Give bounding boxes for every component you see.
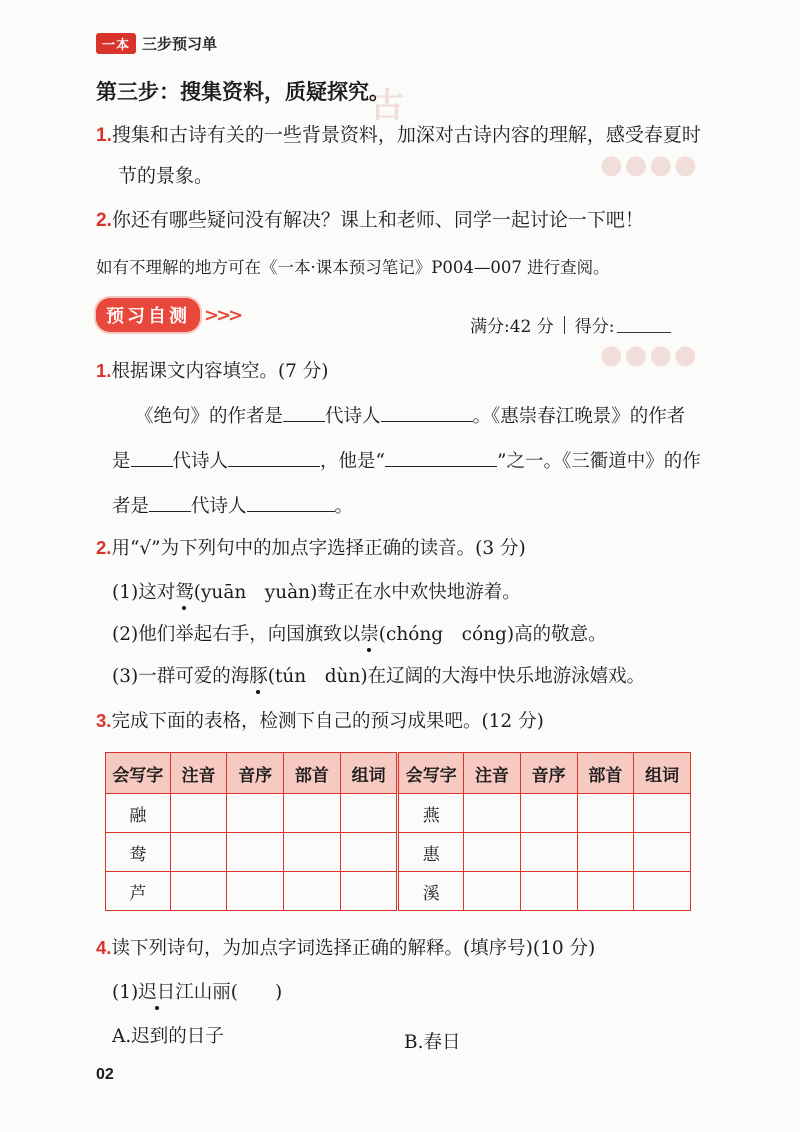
arrows-icon: >>>: [204, 304, 241, 326]
preview-table: [105, 752, 691, 911]
col-header: 会写字: [398, 753, 464, 794]
q1-title: 1.根据课文内容填空。(7 分): [96, 360, 329, 382]
char-cell: 芦: [106, 872, 171, 911]
dotted-char: 豚: [249, 666, 268, 687]
blank-group[interactable]: [385, 448, 497, 467]
q3-title: 3.完成下面的表格，检测下自己的预习成果吧。(12 分): [96, 710, 544, 732]
blank-poet-3[interactable]: [247, 493, 335, 512]
series-title: 三步预习单: [142, 35, 218, 53]
brand-badge: 一本: [96, 33, 136, 54]
blank-dynasty-3[interactable]: [149, 493, 191, 512]
answer-cell[interactable]: [577, 794, 634, 833]
answer-cell[interactable]: [284, 833, 341, 872]
answer-cell[interactable]: [340, 872, 398, 911]
col-header: 部首: [577, 753, 634, 794]
col-header: 部首: [284, 753, 341, 794]
q1-line-3: 者是 代诗人 。: [112, 492, 353, 518]
char-cell: 鸯: [106, 833, 171, 872]
reference-note: 如有不理解的地方可在《一本·课本预习笔记》P004—007 进行查阅。: [96, 258, 610, 277]
q2-sentence-2: (2)他们举起右手，向国旗致以崇(chóng cóng)高的敬意。: [112, 624, 607, 645]
bleed-through-text: 古: [370, 86, 404, 126]
bleed-through-circles: ●●●●: [600, 150, 699, 180]
divider: [564, 316, 565, 334]
blank-poet-1[interactable]: [381, 403, 473, 422]
col-header: 组词: [340, 753, 398, 794]
answer-cell[interactable]: [170, 872, 227, 911]
table-row: [106, 794, 691, 833]
answer-cell[interactable]: [634, 872, 691, 911]
char-cell: 燕: [398, 794, 464, 833]
col-header: 会写字: [106, 753, 171, 794]
col-header: 注音: [464, 753, 521, 794]
step3-title: 第三步：搜集资料，质疑探究。: [96, 80, 390, 104]
col-header: 注音: [170, 753, 227, 794]
step3-item-1-cont: 节的景象。: [118, 165, 214, 187]
col-header: 组词: [634, 753, 691, 794]
table-row: [106, 833, 691, 872]
answer-cell[interactable]: [634, 833, 691, 872]
q2-sentence-3: (3)一群可爱的海豚(tún dùn)在辽阔的大海中快乐地游泳嬉戏。: [112, 666, 646, 687]
q4-option-b[interactable]: B.春日: [404, 1032, 461, 1053]
full-score: 满分:42 分: [470, 317, 554, 337]
q4-item-1: (1)迟日江山丽( ): [112, 982, 283, 1003]
answer-cell[interactable]: [634, 794, 691, 833]
answer-cell[interactable]: [464, 872, 521, 911]
bleed-through-circles: ●●●●: [600, 340, 699, 370]
table-header-row: [106, 753, 691, 794]
blank-dynasty-2[interactable]: [131, 448, 173, 467]
answer-cell[interactable]: [340, 794, 398, 833]
answer-cell[interactable]: [520, 833, 577, 872]
selftest-banner: [96, 298, 240, 332]
q1-line-1: 《绝句》的作者是 代诗人 。《惠崇春江晚景》的作者: [135, 402, 685, 428]
answer-cell[interactable]: [577, 833, 634, 872]
selftest-label: 预习自测: [96, 298, 200, 332]
char-cell: 溪: [398, 872, 464, 911]
score-box: [470, 312, 671, 337]
answer-cell[interactable]: [520, 794, 577, 833]
page-number: 02: [96, 1066, 114, 1083]
step3-item-2: 2.你还有哪些疑问没有解决？课上和老师、同学一起讨论一下吧！: [96, 209, 644, 231]
answer-cell[interactable]: [284, 872, 341, 911]
answer-cell[interactable]: [464, 833, 521, 872]
answer-cell[interactable]: [227, 872, 284, 911]
answer-cell[interactable]: [340, 833, 398, 872]
series-logo: [96, 33, 217, 54]
answer-cell[interactable]: [284, 794, 341, 833]
char-cell: 惠: [398, 833, 464, 872]
col-header: 音序: [520, 753, 577, 794]
col-header: 音序: [227, 753, 284, 794]
score-label: 得分:: [574, 317, 615, 337]
blank-poet-2[interactable]: [228, 448, 320, 467]
answer-cell[interactable]: [170, 794, 227, 833]
char-cell: 融: [106, 794, 171, 833]
table-row: [106, 872, 691, 911]
q2-sentence-1: (1)这对鸳(yuān yuàn)鸯正在水中欢快地游着。: [112, 582, 521, 603]
answer-cell[interactable]: [464, 794, 521, 833]
answer-cell[interactable]: [227, 833, 284, 872]
q4-option-a[interactable]: A.迟到的日子: [112, 1026, 224, 1047]
answer-cell[interactable]: [520, 872, 577, 911]
blank-dynasty-1[interactable]: [283, 403, 325, 422]
q1-line-2: 是 代诗人 ，他是“ ”之一。《三衢道中》的作: [112, 447, 701, 473]
answer-cell[interactable]: [170, 833, 227, 872]
dotted-char: 崇: [360, 624, 379, 645]
q2-title: 2.用“√”为下列句中的加点字选择正确的读音。(3 分): [96, 537, 526, 559]
dotted-char: 鸳: [175, 582, 194, 603]
score-field[interactable]: [617, 316, 671, 333]
answer-cell[interactable]: [227, 794, 284, 833]
step3-item-1: 1.搜集和古诗有关的一些背景资料，加深对古诗内容的理解，感受春夏时: [96, 124, 701, 146]
answer-cell[interactable]: [577, 872, 634, 911]
dotted-char: 迟日: [138, 982, 176, 1003]
q4-title: 4.读下列诗句，为加点字词选择正确的解释。(填序号)(10 分): [96, 937, 596, 959]
